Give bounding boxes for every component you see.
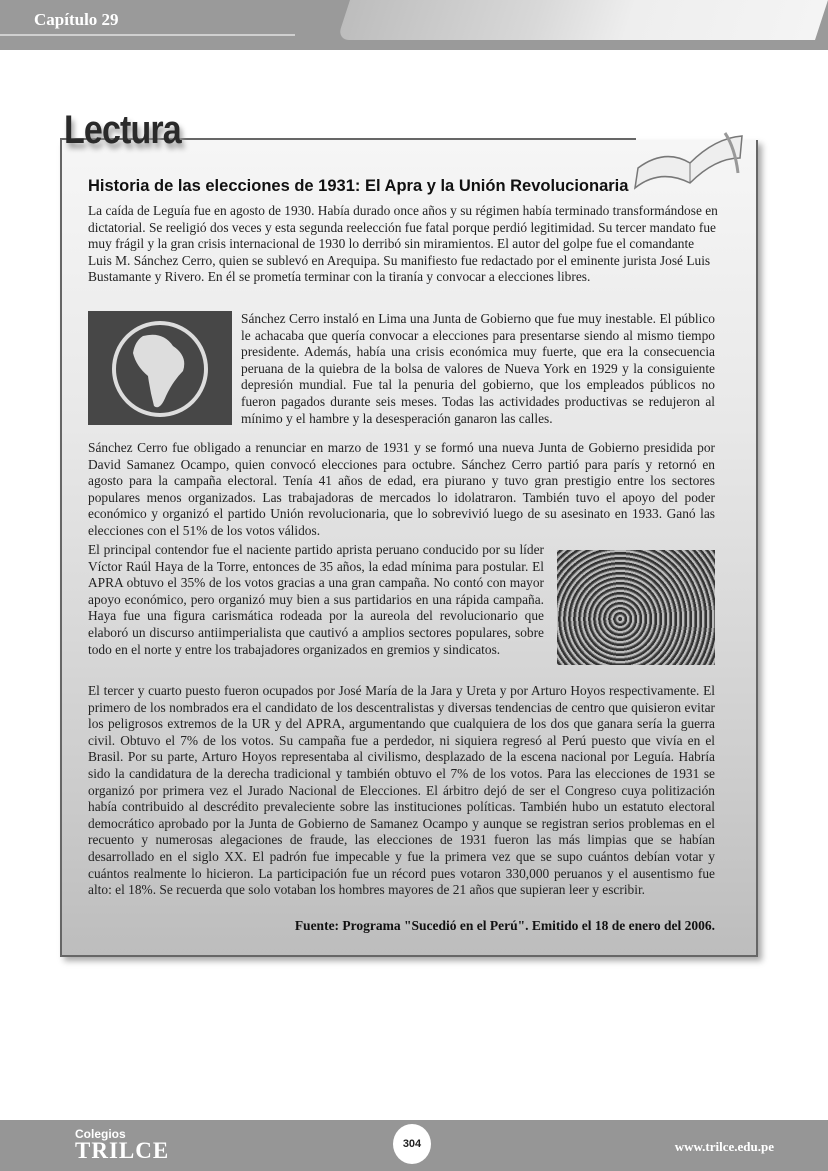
- header-decoration: [337, 0, 828, 40]
- paragraph-5: El tercer y cuarto puesto fueron ocupados por José María de la Jara y Ureta y por Arturo Hoyos respectivamente. El primero de los nombrados era el candidato de los descentralistas y diversas tendencias de centro que quisieron evitar los peligrosos extremos de la UR y del APRA, argumentando que cualquiera de los dos que ganara sería la guerra civil. Obtuvo el 7% de los votos. Su campaña fue a perdedor, ni siquiera regresó al Perú puesto que vivía en el Brasil. Por su parte, Arturo Hoyos representaba al civilismo, desplazado de la escena nacional por Leguía. Habría sido la candidatura de la derecha tradicional y también obtuvo el 7% de los votos. Para las elecciones de 1931 se organizó por primera vez el Jurado Nacional de Elecciones. El árbitro dejó de ser el Congreso cuya politización había contribuido al descrédito prevaleciente sobre las instituciones políticas. También hubo un estatuto electoral democrático aprobado por la Junta de Gobierno de Samanez Ocampo y aunque se registran serios problemas en el recuento y numerosas alegaciones de fraude, las elecciones de 1931 fueron las más limpias que se habían desarrollado en el siglo XX. El padrón fue impecable y fue la primera vez que se supo cuántos debían votar y cuántos realmente lo hicieron. La participación fue un récord pues votaron 330,000 peruanos y el ausentismo fue alto: el 18%. Se recuerda que solo votaban los hombres mayores de 21 años que supieran leer y escribir.: [88, 683, 715, 898]
- brand-logo: TRILCE: [75, 1138, 170, 1163]
- globe-image: [88, 311, 232, 425]
- rally-photo: [557, 550, 715, 665]
- section-title: Lectura: [64, 108, 181, 152]
- header-rule: [0, 34, 295, 36]
- header-bar: [0, 0, 828, 50]
- source-citation: Fuente: Programa "Sucedió en el Perú". Emitido el 18 de enero del 2006.: [294, 918, 715, 933]
- paragraph-2: Sánchez Cerro instaló en Lima una Junta de Gobierno que fue muy inestable. El público le achacaba que quería convocar a elecciones para presentarse siendo al mismo tiempo presidente. Además, había una crisis económica muy fuerte, que era la consecuencia peruana de la quiebra de la bolsa de valores de Nueva York en 1929 y la consiguiente depresión mundial. Fue tal la penuria del gobierno, que los empleados públicos no fueron pagados durante seis meses. Todas las actividades productivas se redujeron al mínimo y el hambre y la desesperación ganaron las calles.: [241, 311, 715, 426]
- brand-small: Colegios: [75, 1127, 126, 1141]
- paragraph-4: El principal contendor fue el naciente partido aprista peruano conducido por su líder Víctor Raúl Haya de la Torre, entonces de 35 años, la edad mínima para postular. El APRA obtuvo el 35% de los votos gracias a una gran campaña. No contó con mayor apoyo económico, pero organizó muy bien a sus partidarios en una rápida campaña. Haya fue una figura carismática rodeada por la aureola del revolucionario que elaboró un discurso antiimperialista que cautivó a amplios sectores populares, sobre todo en el norte y entre los trabajadores organizados en gremios y sindicatos.: [88, 542, 544, 657]
- page-number: 304: [393, 1124, 431, 1164]
- paragraph-3: Sánchez Cerro fue obligado a renunciar en marzo de 1931 y se formó una nueva Junta de Gobierno presidida por David Samanez Ocampo, quien convocó elecciones para octubre. Sánchez Cerro partió para parís y retornó en agosto para la campaña electoral. Tenía 41 años de edad, era piurano y tuvo gran prestigio entre los sectores populares menos organizados. Las trabajadoras de mercados lo idolatraron. También tuvo el apoyo del poder económico y organizó el partido Unión revolucionaria, que lo sobrevivió luego de su asesinato en 1933. Ganó las elecciones con el 51% de los votos válidos.: [88, 440, 715, 538]
- article-title: Historia de las elecciones de 1931: El Apra y la Unión Revolucionaria: [88, 177, 629, 195]
- open-book-icon: [630, 128, 745, 200]
- chapter-label: Capítulo 29: [34, 10, 119, 29]
- paragraph-1: La caída de Leguía fue en agosto de 1930. Había durado once años y su régimen había terminado transformándose en dictatorial. Se reeligió dos veces y esta segunda reelección fue fatal porque perdió legitimidad. Su tercer mandato fue muy frágil y la gran crisis internacional de 1930 lo derribó sin miramientos. El autor del golpe fue el comandante Luis M. Sánchez Cerro, quien se sublevó en Arequipa. Su manifiesto fue redactado por el eminente jurista José Luis Bustamante y Rivero. En él se prometía terminar con la tiranía y convocar a elecciones libres.: [88, 203, 718, 285]
- website-url[interactable]: www.trilce.edu.pe: [674, 1139, 774, 1154]
